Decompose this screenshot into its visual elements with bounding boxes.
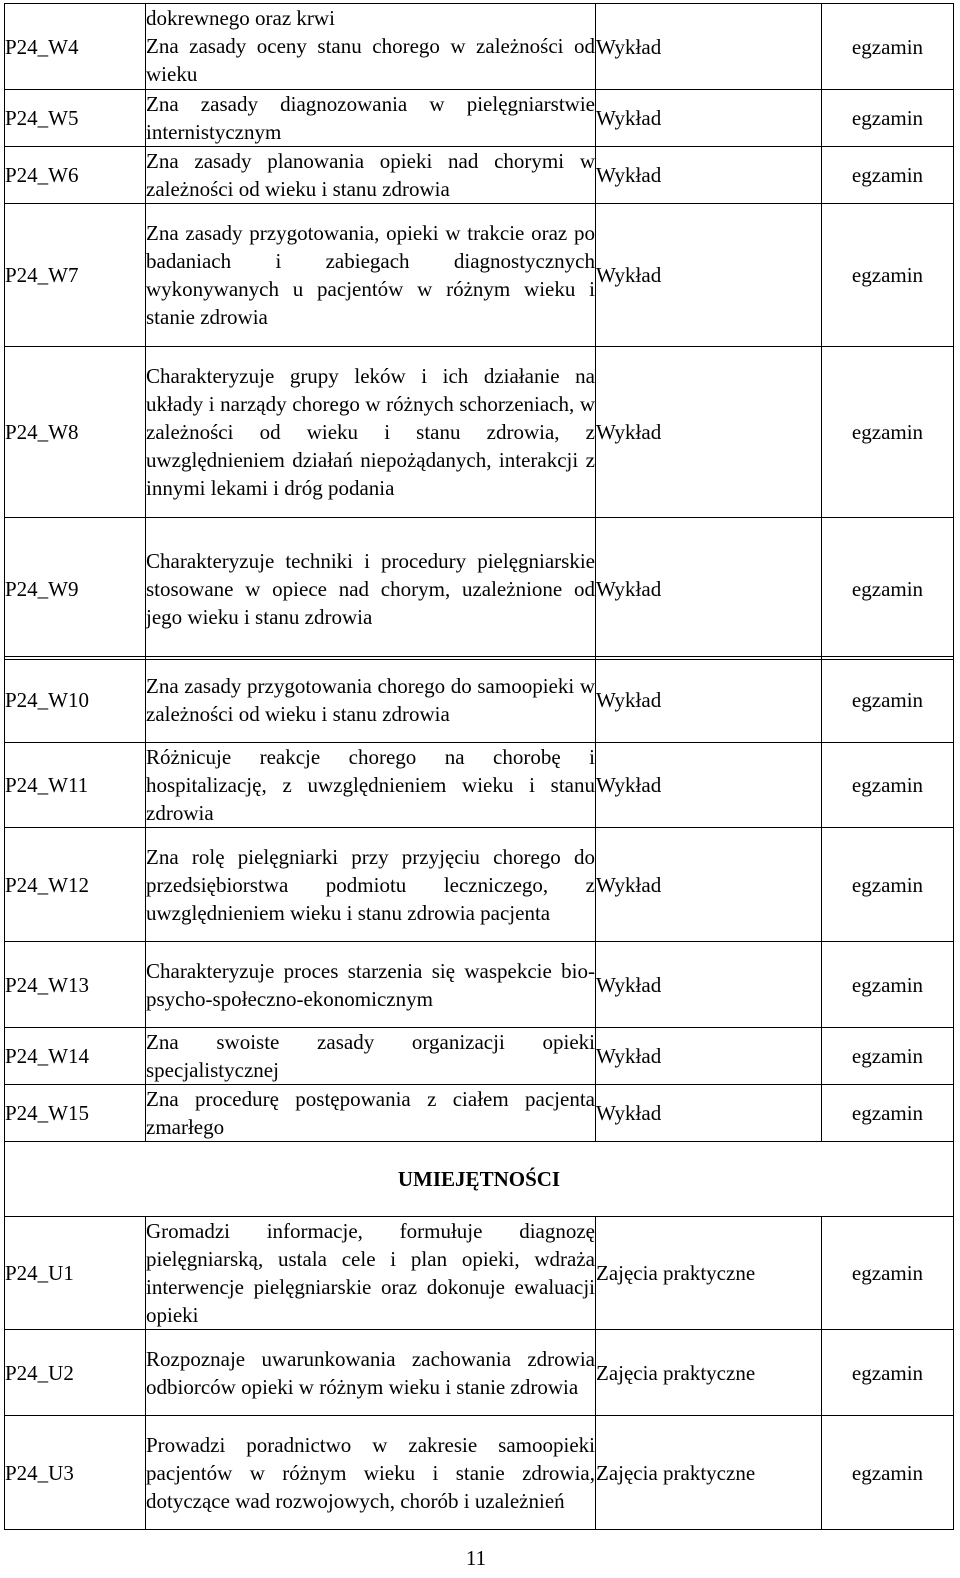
outcome-code: P24_W8	[5, 347, 146, 518]
table-row	[5, 518, 954, 660]
learning-outcomes-table-bottom	[4, 656, 954, 1530]
class-form: Wykład	[596, 1028, 822, 1085]
outcome-description-text: Zna zasady planowania opieki nad chorymi w zależności od wieku i stanu zdrowia	[146, 149, 595, 201]
table-row	[5, 347, 954, 518]
outcome-code: P24_W4	[5, 4, 146, 90]
assessment-method: egzamin	[822, 743, 954, 828]
outcome-description-text: Zna zasady oceny stanu chorego w zależności od wieku	[146, 34, 595, 86]
section-title: UMIEJĘTNOŚCI	[5, 1142, 954, 1217]
outcome-description	[146, 1330, 596, 1416]
outcome-description	[146, 90, 596, 147]
outcome-description-text: dokrewnego oraz krwi	[146, 6, 335, 30]
assessment-method: egzamin	[822, 942, 954, 1028]
assessment-method: egzamin	[822, 90, 954, 147]
outcome-description-text: Zna swoiste zasady organizacji opieki specjalistycznej	[146, 1030, 595, 1082]
assessment-method: egzamin	[822, 1330, 954, 1416]
outcome-description	[146, 743, 596, 828]
class-form: Wykład	[596, 204, 822, 347]
class-form: Wykład	[596, 657, 822, 743]
outcome-description-text: Charakteryzuje proces starzenia się waspekcie bio-psycho-społeczno-ekonomicznym	[146, 958, 595, 1011]
outcome-description	[146, 518, 596, 660]
table-row	[5, 4, 954, 90]
page-number: 11	[465, 1546, 487, 1570]
outcome-code: P24_U3	[5, 1416, 146, 1530]
outcome-description	[146, 828, 596, 942]
outcome-code: P24_W9	[5, 518, 146, 660]
assessment-method: egzamin	[822, 1217, 954, 1330]
table-row	[5, 90, 954, 147]
assessment-method: egzamin	[822, 1416, 954, 1530]
outcome-code: P24_W11	[5, 743, 146, 828]
outcome-code: P24_W15	[5, 1085, 146, 1142]
outcome-description-text: Gromadzi informacje, formułuje diagnozę pielęgniarską, ustala cele i plan opieki, wdraża interwencje pielęgniarskie oraz dokonuje ewaluacji opieki	[146, 1219, 595, 1327]
outcome-code: P24_W5	[5, 90, 146, 147]
class-form: Wykład	[596, 90, 822, 147]
outcome-code: P24_W12	[5, 828, 146, 942]
outcome-description-text: Zna zasady przygotowania chorego do samoopieki w zależności od wieku i stanu zdrowia	[146, 673, 595, 726]
outcome-code: P24_W13	[5, 942, 146, 1028]
class-form: Zajęcia praktyczne	[596, 1217, 822, 1330]
assessment-method: egzamin	[822, 147, 954, 204]
section-header-row	[5, 1142, 954, 1217]
class-form: Wykład	[596, 147, 822, 204]
skills-section	[5, 1142, 954, 1217]
class-form: Wykład	[596, 828, 822, 942]
outcome-description-text: Charakteryzuje techniki i procedury pielęgniarskie stosowane w opiece nad chorym, uzależnione od jego wieku i stanu zdrowia	[146, 548, 595, 629]
learning-outcomes-table-top	[4, 3, 954, 660]
class-form: Wykład	[596, 743, 822, 828]
outcome-code: P24_W10	[5, 657, 146, 743]
outcome-description	[146, 204, 596, 347]
outcome-code: P24_W14	[5, 1028, 146, 1085]
class-form: Wykład	[596, 1085, 822, 1142]
outcome-code: P24_U2	[5, 1330, 146, 1416]
assessment-method: egzamin	[822, 828, 954, 942]
outcome-description-text: Różnicuje reakcje chorego na chorobę i hospitalizację, z uwzględnieniem wieku i stanu zdrowia	[146, 745, 595, 825]
outcome-code: P24_W6	[5, 147, 146, 204]
outcome-code: P24_W7	[5, 204, 146, 347]
outcome-description	[146, 347, 596, 518]
learning-outcomes-table-bottom-body	[5, 657, 954, 1142]
class-form: Zajęcia praktyczne	[596, 1416, 822, 1530]
table-row	[5, 1085, 954, 1142]
class-form: Wykład	[596, 347, 822, 518]
table-row	[5, 828, 954, 942]
outcome-description	[146, 1028, 596, 1085]
outcome-description	[146, 1217, 596, 1330]
table-row	[5, 1416, 954, 1530]
outcome-description	[146, 1085, 596, 1142]
table-row	[5, 204, 954, 347]
class-form: Wykład	[596, 518, 822, 660]
outcome-description-text: Charakteryzuje grupy leków i ich działanie na układy i narządy chorego w różnych schorzeniach, w zależności od wieku i stanu zdrowia, z uwzględnieniem działań niepożądanych, interakcji z innymi lekami i dróg podania	[146, 364, 595, 500]
outcome-description-text: Zna zasady przygotowania, opieki w trakcie oraz po badaniach i zabiegach diagnostycznych wykonywanych u pacjentów w różnym wieku i stanie zdrowia	[146, 221, 595, 329]
assessment-method: egzamin	[822, 4, 954, 90]
skills-table-body	[5, 1217, 954, 1530]
assessment-method: egzamin	[822, 1085, 954, 1142]
assessment-method: egzamin	[822, 657, 954, 743]
outcome-description	[146, 1416, 596, 1530]
outcome-description	[146, 147, 596, 204]
assessment-method: egzamin	[822, 204, 954, 347]
outcome-description	[146, 657, 596, 743]
outcome-code: P24_U1	[5, 1217, 146, 1330]
learning-outcomes-table-top-body	[5, 4, 954, 660]
table-row	[5, 942, 954, 1028]
outcome-description	[146, 942, 596, 1028]
outcome-description-text: Zna procedurę postępowania z ciałem pacjenta zmarłego	[146, 1087, 595, 1139]
table-row	[5, 743, 954, 828]
class-form: Zajęcia praktyczne	[596, 1330, 822, 1416]
table-row	[5, 657, 954, 743]
outcome-description-text: Rozpoznaje uwarunkowania zachowania zdrowia odbiorców opieki w różnym wieku i stanie zdrowia	[146, 1346, 595, 1399]
class-form: Wykład	[596, 942, 822, 1028]
assessment-method: egzamin	[822, 347, 954, 518]
assessment-method: egzamin	[822, 518, 954, 660]
outcome-description-text: Zna zasady diagnozowania w pielęgniarstwie internistycznym	[146, 92, 595, 144]
class-form: Wykład	[596, 4, 822, 90]
table-row	[5, 147, 954, 204]
outcome-description-text: Prowadzi poradnictwo w zakresie samoopieki pacjentów w różnym wieku i stanie zdrowia, dotyczące wad rozwojowych, chorób i uzależnień	[146, 1432, 595, 1513]
outcome-description	[146, 4, 596, 90]
table-row	[5, 1330, 954, 1416]
table-row	[5, 1217, 954, 1330]
assessment-method: egzamin	[822, 1028, 954, 1085]
outcome-description-text: Zna rolę pielęgniarki przy przyjęciu chorego do przedsiębiorstwa podmiotu leczniczego, z uwzględnieniem wieku i stanu zdrowia pacjenta	[146, 844, 595, 925]
table-row	[5, 1028, 954, 1085]
